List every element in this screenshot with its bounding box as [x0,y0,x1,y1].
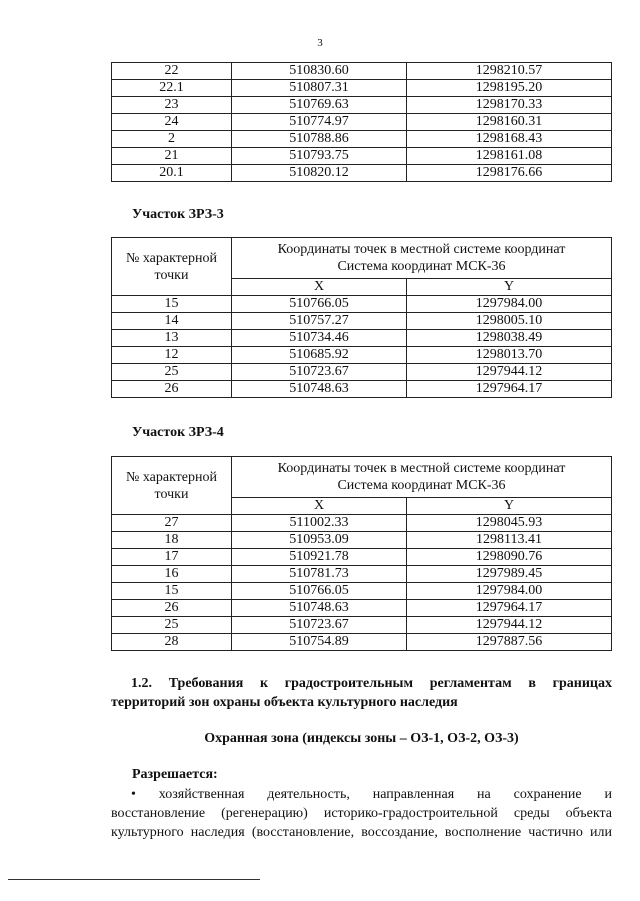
table-row [112,364,612,381]
y-coordinate-cell: 1298038.49 [407,330,612,347]
x-coordinate-cell: 510757.27 [232,313,407,330]
x-coordinate-cell: 510793.75 [232,148,407,165]
y-coordinate-cell: 1297984.00 [407,583,612,600]
section-title-zrz3: Участок ЗРЗ-3 [132,207,224,222]
y-coordinate-cell: 1297964.17 [407,600,612,617]
y-coordinate-cell: 1298176.66 [407,165,612,182]
page-number: 3 [317,37,323,49]
x-coordinate-cell: 510769.63 [232,97,407,114]
header-coord-line1: Координаты точек в местной системе координат [277,461,566,476]
table-row [112,80,612,97]
point-number-cell: 26 [112,600,232,617]
y-coordinate-cell: 1298161.08 [407,148,612,165]
coordinates-table-continued [111,62,612,182]
point-number-cell: 15 [112,296,232,313]
bullet-line2: восстановление (регенерацию) историко-градостроительной среды объекта [111,806,612,821]
header-x: X [232,498,407,515]
header-coordinates [232,238,612,279]
bullet-line3: культурного наследия (восстановление, воссоздание, восполнение частично или [111,825,612,840]
y-coordinate-cell: 1297964.17 [407,381,612,398]
y-coordinate-cell: 1298168.43 [407,131,612,148]
point-number-cell: 28 [112,634,232,651]
header-coord-line2: Система координат МСК-36 [337,259,506,274]
y-coordinate-cell: 1297989.45 [407,566,612,583]
y-coordinate-cell: 1298013.70 [407,347,612,364]
requirements-heading-line1: 1.2. Требования к градостроительным регламентам в границах [131,676,612,691]
coordinates-table-zrz3 [111,237,612,398]
x-coordinate-cell: 510774.97 [232,114,407,131]
y-coordinate-cell: 1298113.41 [407,532,612,549]
point-number-cell: 22 [112,63,232,80]
table-row [112,97,612,114]
table-row [112,634,612,651]
point-number-cell: 25 [112,364,232,381]
point-number-cell: 26 [112,381,232,398]
x-coordinate-cell: 510820.12 [232,165,407,182]
coordinates-table-zrz4 [111,456,612,651]
table-row [112,330,612,347]
header-point-line1: № характерной [125,469,218,485]
y-coordinate-cell: 1298160.31 [407,114,612,131]
point-number-cell: 13 [112,330,232,347]
point-number-cell: 15 [112,583,232,600]
table-row [112,347,612,364]
x-coordinate-cell: 511002.33 [232,515,407,532]
x-coordinate-cell: 510734.46 [232,330,407,347]
y-coordinate-cell: 1298045.93 [407,515,612,532]
bullet-line1: • хозяйственная деятельность, направленная на сохранение и [131,787,612,802]
y-coordinate-cell: 1297944.12 [407,364,612,381]
allowed-label: Разрешается: [132,767,218,782]
section-title-zrz4: Участок ЗРЗ-4 [132,425,224,440]
x-coordinate-cell: 510830.60 [232,63,407,80]
table-row [112,515,612,532]
table-row [112,600,612,617]
point-number-cell: 2 [112,131,232,148]
y-coordinate-cell: 1297984.00 [407,296,612,313]
point-number-cell: 12 [112,347,232,364]
point-number-cell: 20.1 [112,165,232,182]
header-y: Y [407,279,612,296]
requirements-heading-line2: территорий зон охраны объекта культурного наследия [111,695,458,710]
y-coordinate-cell: 1298210.57 [407,63,612,80]
protection-zone-heading: Охранная зона (индексы зоны – ОЗ-1, ОЗ-2, ОЗ-3) [204,731,519,746]
point-number-cell: 21 [112,148,232,165]
table-row [112,566,612,583]
x-coordinate-cell: 510807.31 [232,80,407,97]
header-point-line1: № характерной [125,250,218,266]
point-number-cell: 14 [112,313,232,330]
point-number-cell: 17 [112,549,232,566]
y-coordinate-cell: 1298090.76 [407,549,612,566]
header-coordinates [232,457,612,498]
table-row [112,313,612,330]
point-number-cell: 16 [112,566,232,583]
table-row [112,63,612,80]
table-row [112,381,612,398]
table-body [112,63,612,182]
requirements-heading [111,674,612,712]
x-coordinate-cell: 510723.67 [232,617,407,634]
x-coordinate-cell: 510788.86 [232,131,407,148]
y-coordinate-cell: 1297887.56 [407,634,612,651]
allowed-bullet-paragraph [111,785,612,842]
table-body [112,515,612,651]
table-row [112,131,612,148]
y-coordinate-cell: 1297944.12 [407,617,612,634]
x-coordinate-cell: 510781.73 [232,566,407,583]
table-row [112,532,612,549]
x-coordinate-cell: 510953.09 [232,532,407,549]
y-coordinate-cell: 1298170.33 [407,97,612,114]
header-point-number [112,457,232,515]
point-number-cell: 25 [112,617,232,634]
x-coordinate-cell: 510748.63 [232,600,407,617]
point-number-cell: 27 [112,515,232,532]
table-row [112,549,612,566]
point-number-cell: 24 [112,114,232,131]
x-coordinate-cell: 510754.89 [232,634,407,651]
y-coordinate-cell: 1298005.10 [407,313,612,330]
point-number-cell: 18 [112,532,232,549]
x-coordinate-cell: 510723.67 [232,364,407,381]
y-coordinate-cell: 1298195.20 [407,80,612,97]
header-y: Y [407,498,612,515]
header-point-number [112,238,232,296]
x-coordinate-cell: 510748.63 [232,381,407,398]
header-point-line2: точки [154,267,189,283]
point-number-cell: 22.1 [112,80,232,97]
x-coordinate-cell: 510921.78 [232,549,407,566]
table-row [112,148,612,165]
table-row [112,617,612,634]
table-row [112,583,612,600]
header-point-line2: точки [154,486,189,502]
header-coord-line1: Координаты точек в местной системе координат [277,242,566,257]
table-row [112,114,612,131]
x-coordinate-cell: 510766.05 [232,296,407,313]
x-coordinate-cell: 510685.92 [232,347,407,364]
table-row [112,165,612,182]
point-number-cell: 23 [112,97,232,114]
header-x: X [232,279,407,296]
table-body [112,296,612,398]
x-coordinate-cell: 510766.05 [232,583,407,600]
table-row [112,296,612,313]
footnote-divider [8,879,260,880]
header-coord-line2: Система координат МСК-36 [337,478,506,493]
